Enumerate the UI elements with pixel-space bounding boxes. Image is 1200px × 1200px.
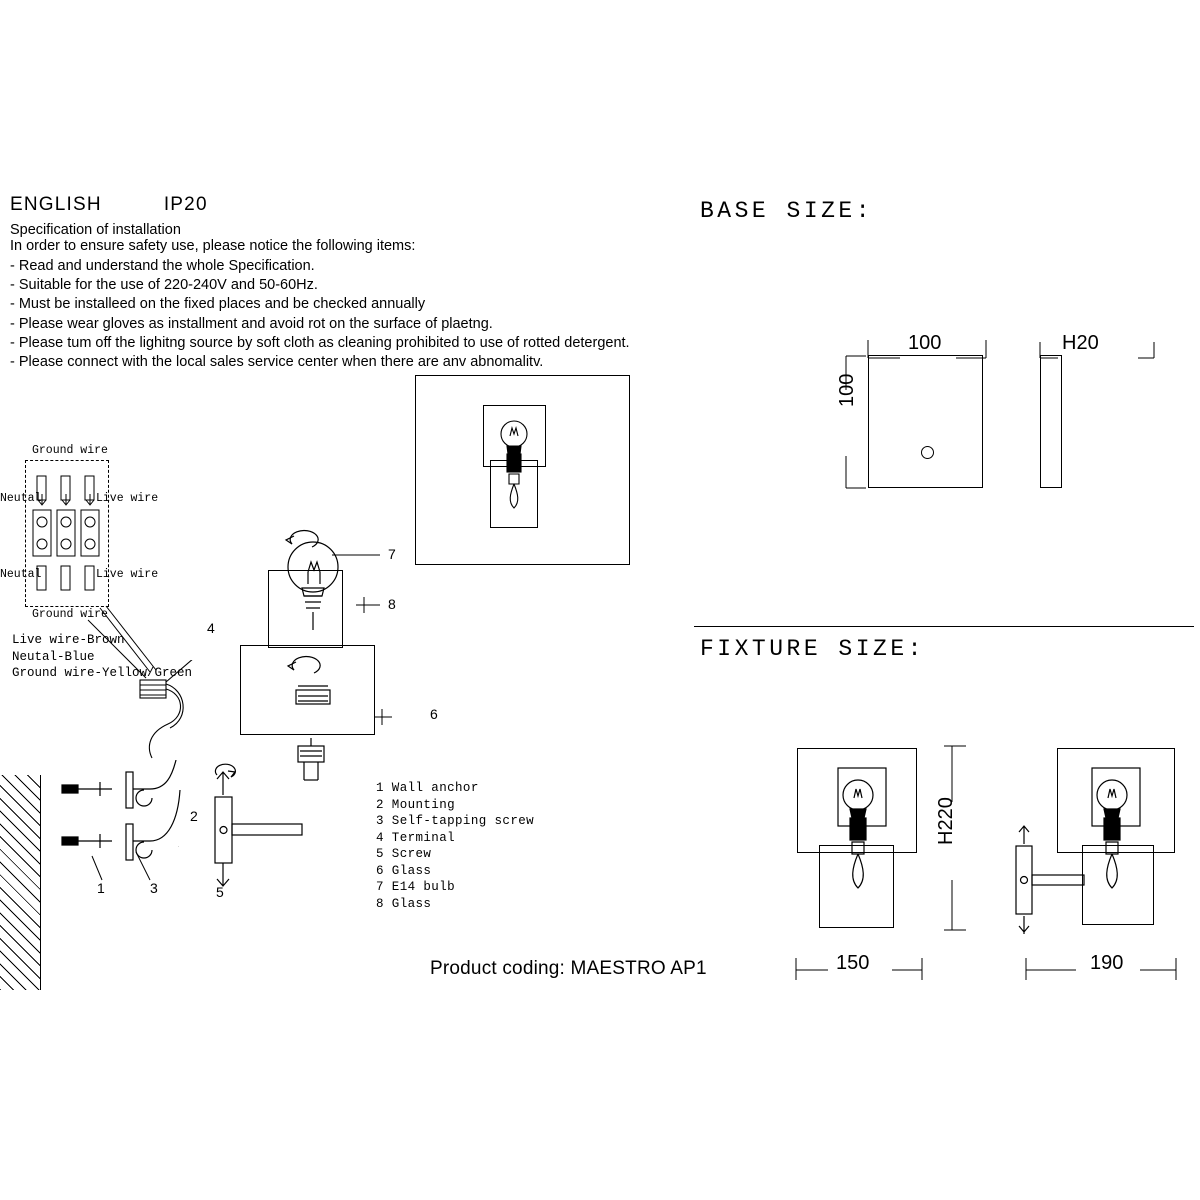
ground-wire-bottom-label: Ground wire — [32, 608, 108, 621]
parts-list — [376, 780, 534, 912]
callout-8: 8 — [388, 596, 396, 612]
base-centre-hole — [921, 446, 934, 459]
callout-4: 4 — [207, 620, 215, 636]
base-depth-dimension — [1030, 330, 1160, 362]
callout-6: 6 — [430, 706, 438, 722]
parts-list-item: 7 E14 bulb — [376, 880, 456, 894]
terminal-block-drawing — [25, 460, 111, 610]
spec-item: - Please connect with the local sales service center when there are anv abnomalitv. — [10, 354, 544, 371]
product-coding-label: Product coding: MAESTRO AP1 — [430, 958, 707, 979]
callout-3: 3 — [150, 880, 158, 896]
fixture-height-value: H220 — [935, 797, 957, 845]
fixture-front-width-dimension — [790, 950, 930, 982]
language-label: ENGLISH — [10, 194, 102, 215]
fixture-side-bracket — [1010, 820, 1090, 950]
base-depth-value: H20 — [1062, 332, 1099, 354]
callout-leaders-bottom-left — [74, 846, 204, 886]
section-divider — [694, 626, 1194, 627]
callout-1: 1 — [97, 880, 105, 896]
fixture-side-width-dimension — [1020, 950, 1185, 982]
fixture-front-bulb — [810, 760, 920, 940]
base-size-title: BASE SIZE: — [700, 198, 874, 224]
wall-hatching — [0, 775, 41, 990]
parts-list-item: 1 Wall anchor — [376, 781, 479, 795]
ip-rating-label: IP20 — [163, 194, 208, 215]
base-width-value: 100 — [908, 332, 942, 354]
parts-list-item: 3 Self-tapping screw — [376, 814, 535, 828]
base-height-dimension — [840, 350, 870, 495]
terminal-connector-4 — [128, 660, 238, 780]
neutral-top-label: Neutal — [0, 492, 42, 505]
socket-stem — [286, 738, 356, 798]
wire-legend-line: Live wire-Brown — [12, 633, 125, 647]
fixture-side-width-value: 190 — [1090, 952, 1124, 974]
callout-leaders-center — [330, 545, 420, 725]
parts-list-item: 8 Glass — [376, 896, 432, 911]
spec-item: - Read and understand the whole Specification. — [10, 258, 315, 274]
ground-wire-top-label: Ground wire — [32, 444, 108, 457]
wire-legend-line: Neutal-Blue — [12, 649, 95, 664]
language-and-ip-heading — [10, 194, 208, 216]
assembled-lamp-bulb — [480, 398, 570, 538]
parts-list-item: 5 Screw — [376, 847, 432, 861]
spec-item-list — [10, 257, 630, 372]
fixture-height-dimension — [940, 740, 970, 940]
base-width-dimension — [860, 330, 995, 362]
base-height-value: 100 — [836, 373, 858, 407]
live-bottom-label: Live wire — [96, 568, 159, 581]
neutral-bottom-label: Neutal — [0, 568, 42, 581]
parts-list-item: 2 Mounting — [376, 797, 456, 812]
callout-7: 7 — [388, 546, 396, 562]
fixture-front-width-value: 150 — [836, 952, 870, 974]
callout-5: 5 — [216, 884, 224, 900]
parts-list-item: 4 Terminal — [376, 830, 456, 845]
parts-list-item: 6 Glass — [376, 863, 432, 878]
spec-item: - Suitable for the use of 220-240V and 50-60Hz. — [10, 277, 318, 294]
spec-lead: In order to ensure safety use, please notice the following items: — [10, 238, 416, 254]
spec-title: Specification of installation — [10, 222, 181, 238]
spec-item: - Must be installeed on the fixed places and be checked annually — [10, 296, 426, 313]
wire-legend-line: Ground wire-Yellow/Green — [12, 666, 193, 680]
spec-item: - Please tum off the lighitng source by soft cloth as cleaning prohibited to use of rotted detergent. — [10, 334, 630, 351]
fixture-size-title: FIXTURE SIZE: — [700, 636, 925, 662]
callout-2: 2 — [190, 808, 198, 824]
live-top-label: Live wire — [96, 492, 159, 505]
spec-item: - Please wear gloves as installment and avoid rot on the surface of plaetng. — [10, 315, 493, 332]
base-side-view — [1040, 355, 1062, 488]
base-front-view — [868, 355, 983, 488]
